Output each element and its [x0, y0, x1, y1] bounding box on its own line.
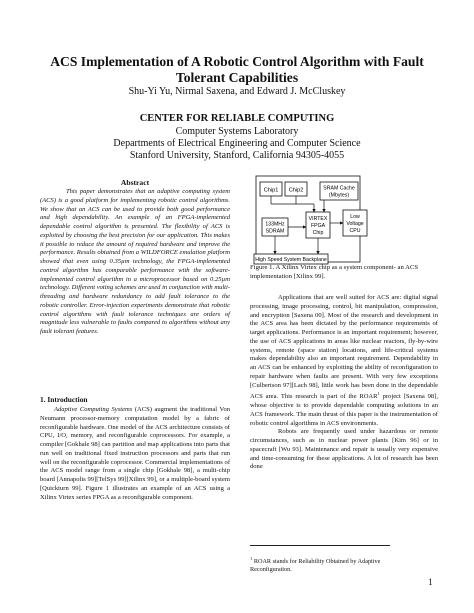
paragraph-applications	[250, 294, 438, 428]
backplane-label: High Speed System Backplane	[255, 257, 327, 263]
paper-title: ACS Implementation of A Robotic Control Algorithm with Fault Tolerant Capabilities	[50, 54, 424, 85]
footnote-reference: 1	[377, 391, 380, 397]
right-column-body	[250, 294, 438, 472]
fpga-label-3: Chip	[312, 230, 324, 236]
sdram-label: SDRAM	[265, 228, 285, 235]
sram-cache-unit: (Mbytes)	[328, 192, 350, 199]
footnote-text: ROAR stands for Reliability Obtained by Adaptive Reconfiguration.	[250, 558, 381, 574]
figure-1-diagram	[248, 172, 438, 270]
affiliation-lab: Computer Systems Laboratory	[175, 126, 299, 137]
cpu-label-3: CPU	[349, 228, 361, 234]
affiliation-university: Stanford University, Stanford, California 94305-4055	[129, 150, 345, 161]
sdram-speed: 133MHz	[265, 221, 285, 228]
footnote	[250, 555, 420, 574]
fpga-label-1: VIRTEX	[308, 216, 328, 222]
footnote-rule	[250, 545, 390, 546]
introduction-heading: 1. Introduction	[40, 395, 88, 404]
introduction-lead-term: Adaptive Computing Systems	[54, 406, 133, 413]
affiliation-departments: Departments of Electrical Engineering and Computer Science	[113, 138, 361, 149]
cpu-label-2: Voltage	[346, 221, 364, 227]
chip2-label: Chip2	[288, 187, 304, 194]
paragraph-applications-part2: project [Saxena 98], whose objective is to provide dependable computing solutions in an ACS framework. The main thrust of this paper is the instrumentation of robotic control algorithms in ACS environments.	[250, 393, 438, 427]
footnote-mark: 1	[250, 556, 253, 561]
center-name: CENTER FOR RELIABLE COMPUTING	[139, 113, 335, 124]
figure-1-caption: Figure 1. A Xilinx Virtex chip as a system component- an ACS implementation [Xilinx 99].	[250, 264, 419, 280]
paper-authors: Shu-Yi Yu, Nirmal Saxena, and Edward J. McCluskey	[128, 86, 346, 97]
abstract-heading: Abstract	[120, 178, 150, 187]
fpga-label-2: FPGA	[310, 223, 326, 229]
sram-cache-label: SRAM Cache	[323, 185, 355, 192]
paragraph-robots: Robots are frequently used under hazardous or remote circumstances, such as in nuclear power plants [Kim 96] or in spacecraft [Wu 93]. Maintenance and repair is usually very expensive and time-consuming for these applications. A lot of research has been done	[250, 428, 438, 471]
abstract-text: This paper demonstrates that an adaptive computing system (ACS) is a good platform for implementing robotic control algorithms. We show that an ACS can be used to provide both good performance and high dependability. An example of an FPGA-implemented dependable control algorithm is presented. The flexibility of ACS is exploited by choosing the best precision for our application. This makes it possible to reduce the amount of required hardware and improve the performance. Results obtained from a WILDFORCE emulation platform showed that even using 0.35µm technology, the FPGA-implemented control algorithm has comparable performance with the software-implemented control algorithm in a microprocessor based on 0.25µm technology. Different voting schemes are used in conjunction with multi-threading and hardware redundancy to add fault tolerance to the robotic controller. Error-injection experiments demonstrate that robotic control algorithms with fault tolerance techniques are orders of magnitude less vulnerable to faults compared to algorithms without any fault tolerant features.	[40, 188, 230, 335]
introduction-body: (ACS) augment the traditional Von Neumann processor-memory computation model by a fabric of reconfigurable hardware. One model of the ACS architecture consists of CPU, I/O, memory, and reconfigurable coprocessors. For example, a compiler [Gokhale 98] can partition and map applications into parts that run well on traditional fixed instruction processors and parts that run well on the reconfigurable coprocessor. Commercial implementations of the ACS model range from a single chip [Gokhale 98], a multi-chip board [Annapolis 99][TelSys 99][Xilinx 99], or a multiple-board system [Quickturn 99]. Figure 1 illustrates an example of an ACS using a Xilinx Virtex series FPGA as a reconfigurable component.	[40, 406, 230, 501]
paragraph-applications-part1: Applications that are well suited for ACS are: digital signal processing, image processing, control, bit manipulation, compression, and encryption [Saxena 00]. Most of the research and development in the ACS area has been dictated by the performance requirements of target applications. Performance is an important requirement; however, the use of ACS applications in areas like nuclear reactors, fly-by-wire systems, remote (space station) locations, and life-critical systems makes dependability also an important requirement. Dependability in an ACS can be enhanced by exploiting the ability of reconfiguration to repair hardware when faults are present. With very few exceptions [Culbertson 97][Lach 98], little work has been done in the dependable ACS area. This research is part of the ROAR	[250, 294, 438, 401]
chip1-label: Chip1	[263, 187, 279, 194]
introduction-text	[40, 406, 230, 502]
page-number: 1	[428, 578, 433, 588]
cpu-label-1: Low	[350, 214, 360, 220]
